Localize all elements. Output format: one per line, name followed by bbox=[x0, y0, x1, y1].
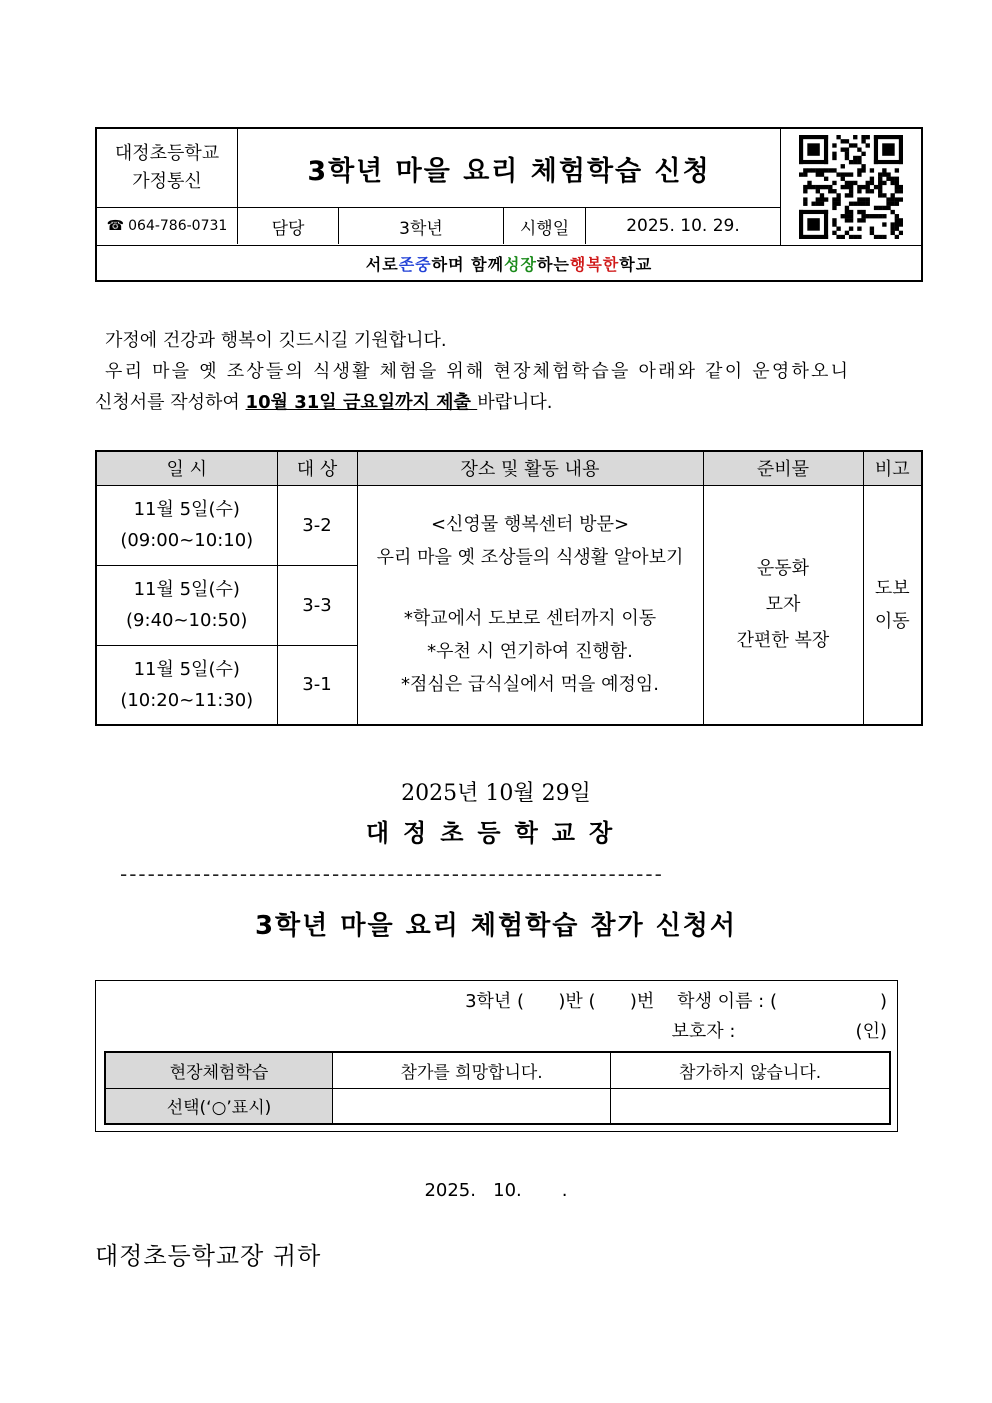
row-datetime bbox=[96, 565, 277, 645]
table-row bbox=[96, 485, 922, 565]
submission-date: 2025. 10. . bbox=[424, 1180, 568, 1201]
qr-code-icon bbox=[799, 135, 903, 239]
row-time: (10:20~11:30) bbox=[120, 689, 254, 711]
table-header-row bbox=[96, 451, 922, 485]
date-label: 시행일 bbox=[504, 208, 586, 244]
row-date: 11월 5일(수) bbox=[133, 579, 240, 600]
participate-mark-cell[interactable] bbox=[332, 1088, 610, 1124]
participation-choice-table bbox=[104, 1051, 891, 1125]
motto-part: 하는 bbox=[536, 254, 570, 274]
motto-respect: 존중 bbox=[398, 254, 432, 274]
choice-select-row bbox=[105, 1088, 890, 1124]
supply-item: 모자 bbox=[765, 593, 801, 615]
activity-desc: 우리 마을 옛 조상들의 식생활 알아보기 bbox=[376, 547, 684, 569]
charge-label: 담당 bbox=[238, 208, 339, 244]
remarks-line: 이동 bbox=[874, 610, 910, 632]
option-participate: 참가를 희망합니다. bbox=[332, 1052, 610, 1088]
supply-item: 간편한 복장 bbox=[736, 629, 830, 651]
date-value: 2025. 10. 29. bbox=[626, 216, 740, 236]
document-title: 3학년 마을 요리 체험학습 신청 bbox=[307, 155, 711, 187]
phone-cell bbox=[97, 208, 238, 244]
choice-header-row bbox=[105, 1052, 890, 1088]
intro-line-3-pre: 신청서를 작성하여 bbox=[95, 392, 246, 413]
row-class: 3-2 bbox=[277, 485, 357, 565]
intro-paragraph bbox=[95, 325, 905, 418]
school-motto bbox=[97, 245, 921, 280]
phone-number: 064-786-0731 bbox=[128, 218, 228, 234]
deadline-text: 10월 31일 금요일까지 제출 bbox=[245, 392, 478, 413]
row-datetime bbox=[96, 485, 277, 565]
col-header-activity: 장소 및 활동 내용 bbox=[357, 451, 703, 485]
motto-part: 학교 bbox=[619, 254, 653, 274]
cut-line: ----------------------------------------------------------- bbox=[120, 862, 664, 882]
row-class: 3-1 bbox=[277, 645, 357, 725]
intro-line-2: 우리 마을 옛 조상들의 식생활 체험을 위해 현장체험학습을 아래와 같이 운영하오니 bbox=[105, 361, 851, 382]
intro-line-3-post: 바랍니다. bbox=[477, 392, 553, 413]
row-time: (09:00~10:10) bbox=[120, 530, 254, 551]
field-trip-label: 현장체험학습 bbox=[105, 1052, 332, 1088]
schedule-table bbox=[95, 450, 923, 726]
activity-note: *점심은 급식실에서 먹을 예정임. bbox=[401, 674, 659, 696]
activity-place: <신영물 행복센터 방문> bbox=[430, 514, 630, 536]
row-class: 3-3 bbox=[277, 565, 357, 645]
qr-code-cell bbox=[781, 129, 921, 245]
supply-item: 운동화 bbox=[756, 557, 810, 579]
issue-date: 2025년 10월 29일 bbox=[401, 781, 591, 806]
motto-part: 서로 bbox=[365, 254, 399, 274]
motto-part: 하며 함께 bbox=[431, 254, 505, 274]
school-name: 대정초등학교 bbox=[114, 143, 220, 164]
remarks-cell bbox=[863, 485, 922, 725]
col-header-target: 대 상 bbox=[277, 451, 357, 485]
intro-line-1: 가정에 건강과 행복이 깃드시길 기원합니다. bbox=[105, 330, 447, 351]
student-info-line: 3학년 ( )반 ( )번 학생 이름 : ( ) bbox=[465, 991, 887, 1012]
supplies-cell bbox=[703, 485, 863, 725]
application-form bbox=[95, 980, 898, 1132]
motto-happy: 행복한 bbox=[569, 254, 620, 274]
addressee: 대정초등학교장 귀하 bbox=[95, 1242, 322, 1270]
row-datetime bbox=[96, 645, 277, 725]
activity-note: *우천 시 연기하여 진행함. bbox=[427, 641, 633, 663]
col-header-datetime: 일 시 bbox=[96, 451, 277, 485]
activity-cell bbox=[357, 485, 703, 725]
school-name-cell bbox=[97, 129, 238, 207]
phone-icon: ☎ bbox=[106, 218, 125, 234]
motto-growth: 성장 bbox=[504, 254, 537, 274]
decline-mark-cell[interactable] bbox=[611, 1088, 890, 1124]
guardian-line: 보호자 : (인) bbox=[671, 1021, 887, 1042]
form-title: 3학년 마을 요리 체험학습 참가 신청서 bbox=[254, 911, 738, 941]
select-label: 선택(‘○’표시) bbox=[105, 1088, 332, 1124]
charge-value: 3학년 bbox=[339, 208, 504, 244]
row-date: 11월 5일(수) bbox=[133, 658, 240, 680]
option-decline: 참가하지 않습니다. bbox=[611, 1052, 890, 1088]
newsletter-header bbox=[95, 127, 923, 282]
remarks-line: 도보 bbox=[874, 577, 910, 599]
intro-line-3 bbox=[95, 387, 905, 418]
activity-note: *학교에서 도보로 센터까지 이동 bbox=[403, 608, 657, 630]
row-date: 11월 5일(수) bbox=[133, 499, 240, 520]
principal-signature: 대정초등학교장 bbox=[365, 819, 627, 847]
col-header-remarks: 비고 bbox=[863, 451, 922, 485]
col-header-supplies: 준비물 bbox=[703, 451, 863, 485]
newsletter-label: 가정통신 bbox=[132, 171, 202, 192]
row-time: (9:40~10:50) bbox=[126, 610, 248, 631]
